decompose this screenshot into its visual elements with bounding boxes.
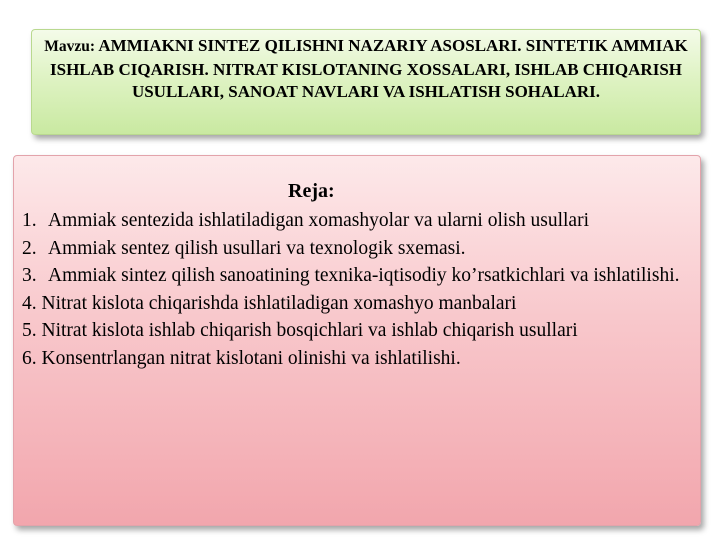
- plan-list: [22, 207, 698, 372]
- plan-item-text: Ammiak sentez qilish usullari va texnologik sxemasi.: [48, 237, 466, 259]
- topic-title: AMMIAKNI SINTEZ QILISHNI NAZARIY ASOSLARI. SINTETIK AMMIAK ISHLAB CIQARISH. NITRAT KISLOTANING XOSSALARI, ISHLAB CHIQARISH USULLARI, SANOAT NAVLARI VA ISHLATISH SOHALARI.: [50, 36, 688, 101]
- plan-item-1: [22, 207, 698, 235]
- plan-item-number: 5.: [22, 320, 37, 341]
- plan-item-number: 2.: [22, 237, 37, 259]
- plan-item-4: [22, 290, 698, 318]
- plan-item-number: 3.: [22, 265, 37, 286]
- plan-item-text: Ammiak sintez qilish sanoatining texnika-iqtisodiy ko’rsatkichlari va ishlatilishi.: [48, 265, 680, 286]
- plan-item-number: 1.: [22, 210, 37, 231]
- topic-title-box: [31, 29, 701, 135]
- plan-box: [13, 155, 701, 526]
- plan-item-6: [22, 345, 698, 373]
- plan-heading: Reja:: [288, 180, 335, 202]
- plan-item-text: Ammiak sentezida ishlatiladigan xomashyolar va ularni olish usullari: [48, 210, 590, 231]
- plan-item-text: Nitrat kislota ishlab chiqarish bosqichlari va ishlab chiqarish usullari: [41, 320, 578, 341]
- plan-item-text: Nitrat kislota chiqarishda ishlatiladigan xomashyo manbalari: [41, 292, 517, 314]
- topic-label: Mavzu:: [44, 38, 96, 55]
- plan-item-2: [22, 235, 698, 263]
- plan-item-number: 4.: [22, 292, 37, 314]
- plan-item-5: [22, 317, 698, 345]
- plan-item-text: Konsentrlangan nitrat kislotani olinishi va ishlatilishi.: [41, 347, 461, 369]
- plan-item-number: 6.: [22, 347, 37, 369]
- plan-item-3: [22, 262, 698, 290]
